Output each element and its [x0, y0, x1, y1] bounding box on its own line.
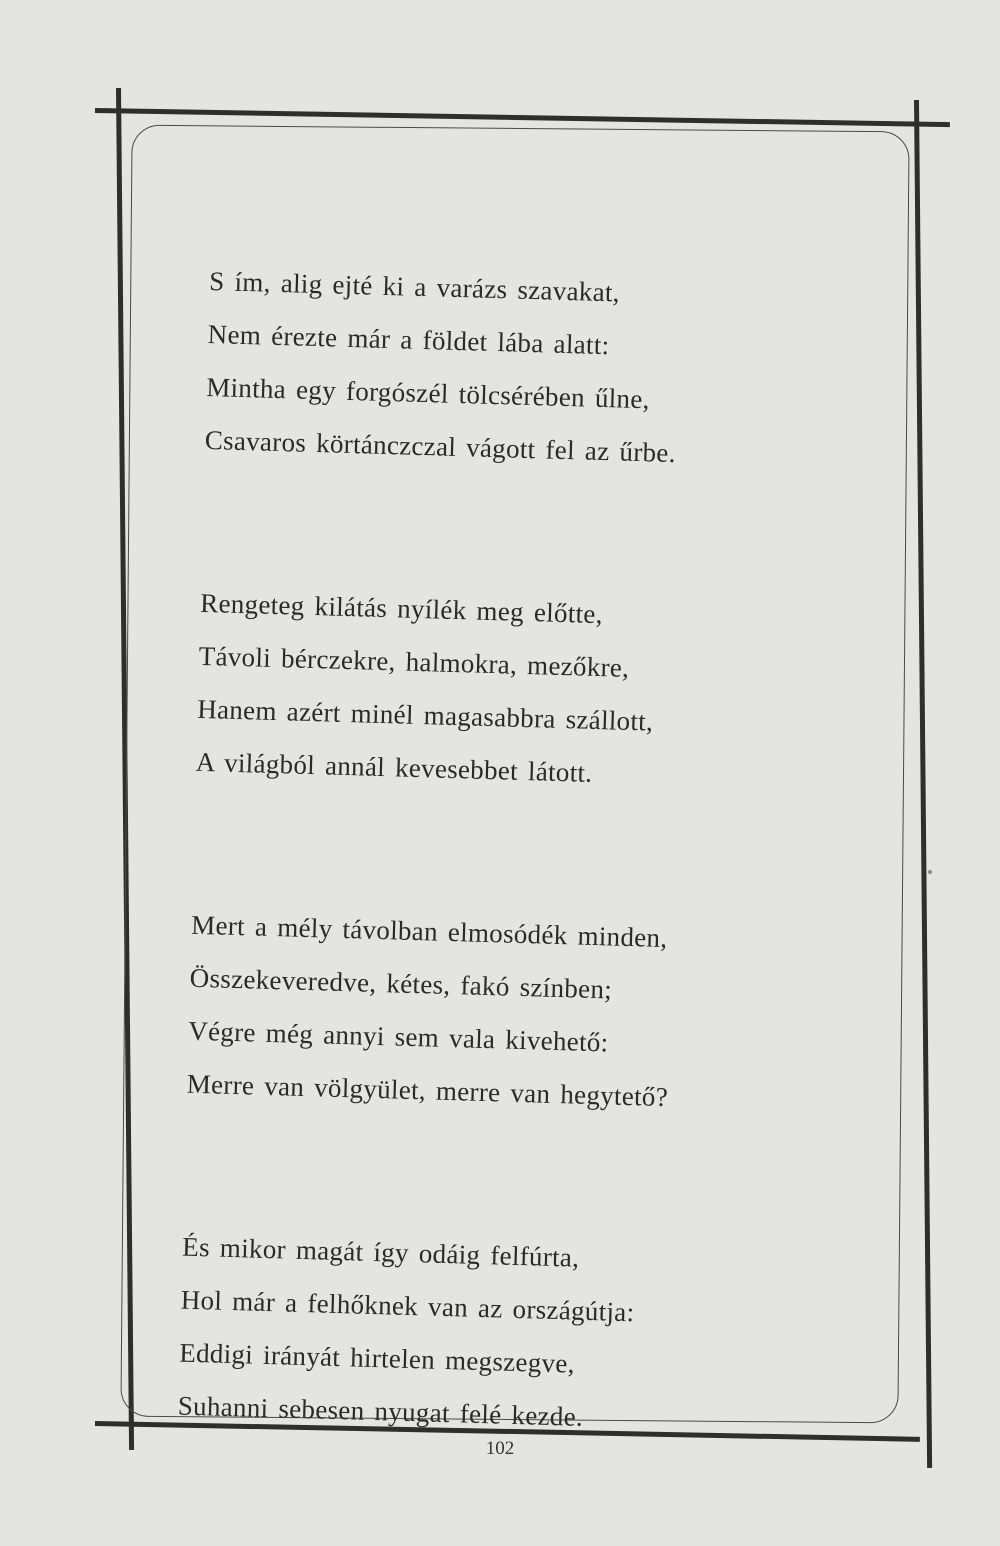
poem-line: Eddigi irányát hirtelen megszegve, — [178, 1337, 576, 1379]
poem-line: S ím, alig ejté ki a varázs szavakat, — [208, 265, 621, 308]
poem-line: Mert a mély távolban elmosódék minden, — [190, 909, 668, 954]
poem-line: Merre van völgyület, merre van hegytető? — [186, 1068, 669, 1113]
poem-line: A világból annál kevesebbet látott. — [195, 746, 593, 788]
poem-line: Távoli bérczekre, halmokra, mezőkre, — [198, 640, 630, 683]
page-number: 102 — [485, 1438, 515, 1459]
stanza-4 — [177, 1221, 783, 1450]
stanza-2 — [195, 577, 801, 806]
paper-speck — [928, 870, 932, 874]
poem-text — [177, 255, 810, 1449]
poem-line: Nem érezte már a földet lába alatt: — [207, 318, 610, 361]
poem-line: Hanem azért minél magasabbra szállott, — [196, 693, 654, 737]
poem-line: Összekeveredve, kétes, fakó színben; — [189, 962, 613, 1005]
poem-line: Csavaros körtánczczal vágott fel az űrbe. — [204, 424, 677, 469]
poem-line: És mikor magát így odáig felfúrta, — [181, 1231, 580, 1273]
poem-line: Rengeteg kilátás nyílék meg előtte, — [199, 587, 604, 630]
frame-right-rule — [914, 100, 932, 1468]
frame-top-rule — [95, 108, 950, 127]
stanza-1 — [204, 255, 810, 484]
poem-line: Hol már a felhőknek van az országútja: — [180, 1284, 635, 1328]
poem-line: Mintha egy forgószél tölcsérében űlne, — [205, 371, 651, 415]
poem-line: Végre még annyi sem vala kivehető: — [187, 1015, 609, 1058]
poem-line: Suhanni sebesen nyugat felé kezde. — [177, 1390, 584, 1432]
stanza-3 — [186, 899, 792, 1128]
